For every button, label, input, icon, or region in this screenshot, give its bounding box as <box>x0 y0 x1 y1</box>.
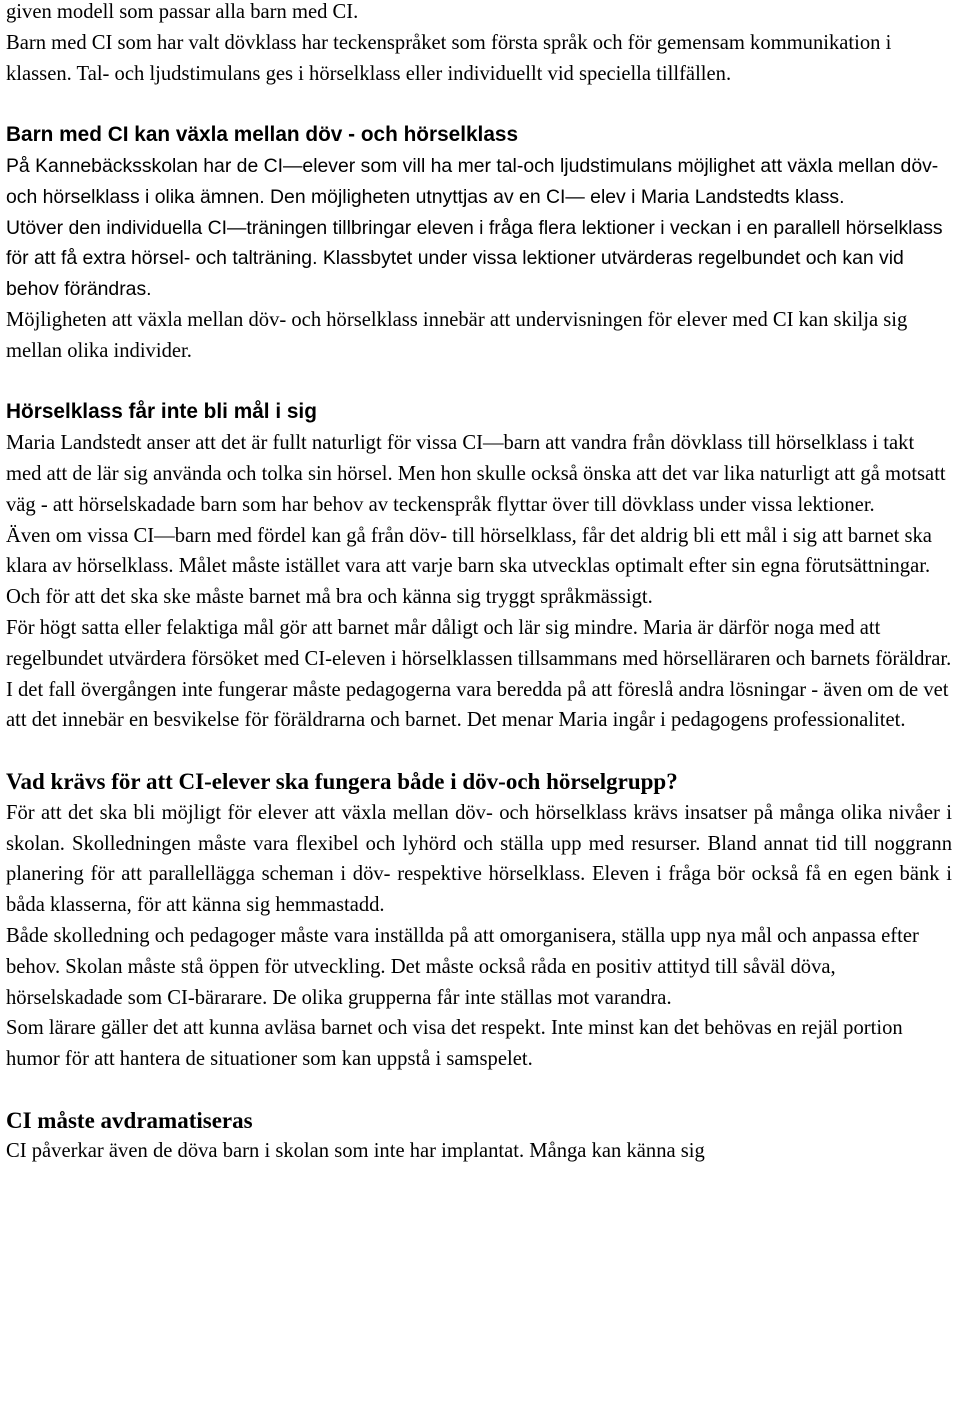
section-heading-4: CI måste avdramatiseras <box>6 1107 253 1133</box>
spacer <box>6 1075 952 1106</box>
section1-paragraph-1: På Kannebäcksskolan har de CI—elever som vill ha mer tal-och ljudstimulans möjlighet att växla mellan döv- och hörselklass i olika ämnen. Den möjligheten utnyttjas av en CI— elev i Maria Landstedts klass. <box>6 154 939 208</box>
document-body <box>6 0 952 1167</box>
intro-paragraph-1: given modell som passar alla barn med CI. <box>6 1 359 23</box>
section2-paragraph-4: I det fall övergången inte fungerar måste pedagogerna vara beredda på att föreslå andra lösningar - även om de vet att det innebär en besvikelse för föräldrarna och barnet. Det menar Maria ingår i pedagogens professionalitet. <box>6 678 949 732</box>
section3-paragraph-3: Som lärare gäller det att kunna avläsa barnet och visa det respekt. Inte minst kan det behövas en rejäl portion humor för att hantera de situationer som kan uppstå i samspelet. <box>6 1017 903 1071</box>
section4-paragraph-1: CI påverkar även de döva barn i skolan som inte har implantat. Många kan känna sig <box>6 1140 705 1163</box>
section2-paragraph-2: Även om vissa CI—barn med fördel kan gå från döv- till hörselklass, får det aldrig bli ett mål i sig att barnet ska klara av hörselklass. Målet måste istället vara att varje barn ska utvecklas optimalt efter sin egna förutsättningar. Och för att det ska ske måste barnet må bra och känna sig tryggt språkmässigt. <box>6 524 932 609</box>
section-heading-1: Barn med CI kan växla mellan döv - och hörselklass <box>6 123 519 147</box>
section1-paragraph-3: Möjligheten att växla mellan döv- och hörselklass innebär att undervisningen för elever med CI kan skilja sig mellan olika individer. <box>6 308 908 362</box>
section3-paragraph-2: Både skolledning och pedagoger måste vara inställda på att omorganisera, ställa upp nya mål och anpassa efter behov. Skolan måste stå öppen för utveckling. Det måste också råda en positiv attityd till såväl döva, hörselskadade som CI-bärarare. De olika grupperna får inte ställas mot varandra. <box>6 924 919 1009</box>
section2-paragraph-3: För högt satta eller felaktiga mål gör att barnet mår dåligt och lär sig mindre. Maria är därför noga med att regelbundet utvärdera försöket med CI-eleven i hörselklassen tillsammans med hörselläraren och barnets föräldrar. <box>6 616 952 670</box>
section2-paragraph-1: Maria Landstedt anser att det är fullt naturligt för vissa CI—barn att vandra från dövklass till hörselklass i takt med att de lär sig använda och tolka sin hörsel. Men hon skulle också önska att det var lika naturligt att gå motsatt väg - att hörselskadade barn som har behov av teckenspråk flyttar över till dövklass under vissa lektioner. <box>6 432 946 516</box>
section3-paragraph-1: För att det ska bli möjligt för elever att växla mellan döv- och hörselklass krävs insatser på många olika nivåer i skolan. Skolledningen måste vara flexibel och lyhörd och ställa upp med resurser. Bland annat tid till noggrann planering för att parallellägga scheman i döv- respektive hörselklass. Eleven i fråga bör också få en egen bänk i båda klasserna, för att känna sig hemmastadd. <box>6 801 952 917</box>
section1-paragraph-2: Utöver den individuella CI—träningen tillbringar eleven i fråga flera lektioner i veckan i en parallell hörselklass för att få extra hörsel- och talträning. Klassbytet under vissa lektioner utvärderas regelbundet och kan vid behov förändras. <box>6 216 943 301</box>
section-heading-2: Hörselklass får inte bli mål i sig <box>6 400 317 424</box>
spacer <box>6 367 952 398</box>
spacer <box>6 736 952 767</box>
spacer <box>6 89 952 120</box>
intro-paragraph-2: Barn med CI som har valt dövklass har teckenspråket som första språk och för gemensam kommunikation i klassen. Tal- och ljudstimulans ges i hörselklass eller individuellt vid speciella tillfällen. <box>6 31 892 85</box>
section-heading-3: Vad krävs för att CI-elever ska fungera både i döv-och hörselgrupp? <box>6 768 678 794</box>
